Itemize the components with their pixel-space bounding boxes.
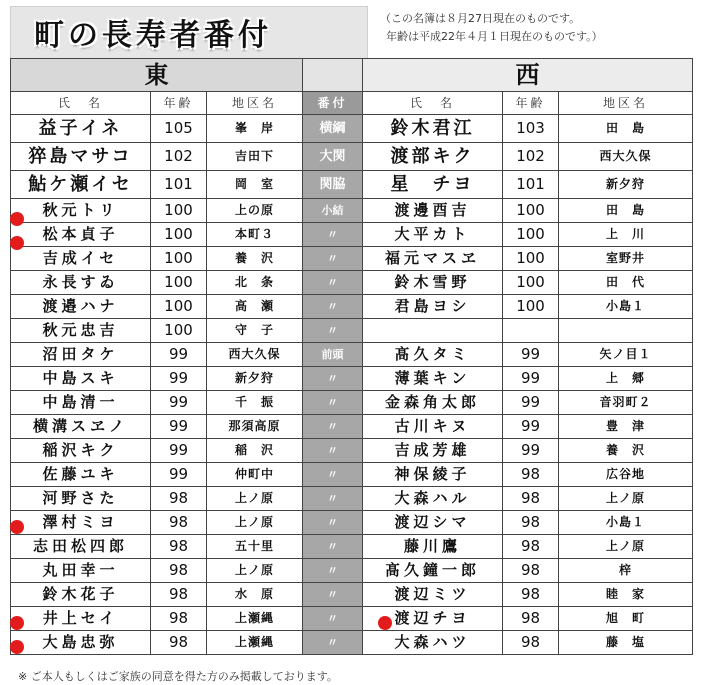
ranking-row: [11, 511, 693, 535]
west-name: 大森ハツ: [363, 631, 503, 655]
note-line-1: （この名簿は８月27日現在のものです。: [380, 12, 581, 25]
rank-title: 〃: [303, 439, 363, 463]
east-name: 秋元忠吉: [11, 319, 151, 343]
west-area: 小島１: [559, 295, 693, 319]
west-age: 98: [503, 559, 559, 583]
east-age: 100: [151, 295, 207, 319]
rank-title: 前頭: [303, 343, 363, 367]
east-name: 鈴木花子: [11, 583, 151, 607]
ranking-row: [11, 463, 693, 487]
column-header-row: [11, 92, 693, 115]
west-name: 薄葉キン: [363, 367, 503, 391]
west-name: 星 チヨ: [363, 171, 503, 199]
note-line-2: 年齢は平成22年４月１日現在のものです。）: [386, 30, 603, 43]
west-age: 99: [503, 391, 559, 415]
west-name: 渡辺ミツ: [363, 583, 503, 607]
longevity-ranking-table: [10, 58, 693, 655]
west-area: 梓: [559, 559, 693, 583]
rank-title: 〃: [303, 415, 363, 439]
rank-title: 〃: [303, 463, 363, 487]
east-area: 北 条: [207, 271, 303, 295]
west-age: 100: [503, 295, 559, 319]
west-area: 上 川: [559, 223, 693, 247]
east-name: 佐藤ユキ: [11, 463, 151, 487]
ranking-row: [11, 223, 693, 247]
east-area: 上ノ原: [207, 487, 303, 511]
west-name: 渡邊酉吉: [363, 199, 503, 223]
west-age-header: 年齢: [503, 92, 559, 115]
west-age: 102: [503, 143, 559, 171]
footnote: ※ ご本人もしくはご家族の同意を得た方のみ掲載しております。: [18, 670, 338, 683]
east-area: 新夕狩: [207, 367, 303, 391]
east-area: 上ノ原: [207, 511, 303, 535]
east-area: 本町３: [207, 223, 303, 247]
ranking-row: [11, 535, 693, 559]
west-area: 矢ノ目１: [559, 343, 693, 367]
ranking-row: [11, 487, 693, 511]
east-name: 秋元トリ: [11, 199, 151, 223]
rank-title: 〃: [303, 247, 363, 271]
ranking-row: [11, 583, 693, 607]
east-area: 上ノ原: [207, 559, 303, 583]
east-age: 98: [151, 487, 207, 511]
east-name-header: 氏 名: [11, 92, 151, 115]
east-age: 105: [151, 115, 207, 143]
west-area: [559, 319, 693, 343]
west-area: 旭 町: [559, 607, 693, 631]
rank-title: 〃: [303, 295, 363, 319]
west-name: 吉成芳雄: [363, 439, 503, 463]
east-name: 河野さた: [11, 487, 151, 511]
rank-title: 〃: [303, 535, 363, 559]
rank-title: 〃: [303, 607, 363, 631]
east-name: 松本貞子: [11, 223, 151, 247]
west-name: 鈴木君江: [363, 115, 503, 143]
east-header: 東: [11, 59, 303, 92]
rank-title: 〃: [303, 487, 363, 511]
west-area: 新夕狩: [559, 171, 693, 199]
east-name: 吉成イセ: [11, 247, 151, 271]
east-area: 上瀬縄: [207, 631, 303, 655]
east-area: 守 子: [207, 319, 303, 343]
east-area: 岡 室: [207, 171, 303, 199]
ranking-row: [11, 607, 693, 631]
east-age: 99: [151, 367, 207, 391]
west-age: 98: [503, 463, 559, 487]
west-age: 99: [503, 439, 559, 463]
east-area: 峯 岸: [207, 115, 303, 143]
west-age: 98: [503, 631, 559, 655]
east-age: 99: [151, 439, 207, 463]
east-age: 98: [151, 583, 207, 607]
west-area: 西大久保: [559, 143, 693, 171]
west-age: 101: [503, 171, 559, 199]
rank-title: 〃: [303, 583, 363, 607]
west-age: 99: [503, 367, 559, 391]
east-name: 丸田幸一: [11, 559, 151, 583]
west-age: 100: [503, 223, 559, 247]
east-age: 98: [151, 631, 207, 655]
marker-dot: [10, 616, 24, 630]
west-name-header: 氏 名: [363, 92, 503, 115]
west-age: 99: [503, 415, 559, 439]
west-name: 古川キヌ: [363, 415, 503, 439]
east-age: 102: [151, 143, 207, 171]
east-name: 大島忠弥: [11, 631, 151, 655]
east-area: 稲 沢: [207, 439, 303, 463]
west-name: 大森ハル: [363, 487, 503, 511]
east-name: 猝島マサコ: [11, 143, 151, 171]
marker-dot: [10, 212, 24, 226]
ranking-row: [11, 143, 693, 171]
west-area: 上ノ原: [559, 535, 693, 559]
ranking-row: [11, 439, 693, 463]
east-name: 澤村ミヨ: [11, 511, 151, 535]
east-name: 中島清一: [11, 391, 151, 415]
west-area: 田 代: [559, 271, 693, 295]
west-area: 小島１: [559, 511, 693, 535]
ranking-row: [11, 199, 693, 223]
rank-title: 〃: [303, 511, 363, 535]
west-age: 98: [503, 535, 559, 559]
ranking-row: [11, 343, 693, 367]
west-name: 君島ヨシ: [363, 295, 503, 319]
marker-dot: [10, 236, 24, 250]
west-area: 睦 家: [559, 583, 693, 607]
ranking-row: [11, 295, 693, 319]
east-age: 99: [151, 343, 207, 367]
east-area: 養 沢: [207, 247, 303, 271]
rank-title: 関脇: [303, 171, 363, 199]
west-area: 上 郷: [559, 367, 693, 391]
marker-dot: [378, 616, 392, 630]
ranking-row: [11, 171, 693, 199]
east-area: 千 振: [207, 391, 303, 415]
east-age: 99: [151, 391, 207, 415]
page-title: 町の長寿者番付: [34, 18, 272, 53]
east-area: 五十里: [207, 535, 303, 559]
east-name: 志田松四郎: [11, 535, 151, 559]
rank-title: 〃: [303, 391, 363, 415]
east-name: 横溝スヱノ: [11, 415, 151, 439]
east-age: 100: [151, 199, 207, 223]
rank-title: 大関: [303, 143, 363, 171]
west-age: [503, 319, 559, 343]
east-name: 中島スキ: [11, 367, 151, 391]
ranking-row: [11, 247, 693, 271]
west-age: 103: [503, 115, 559, 143]
west-name: [363, 319, 503, 343]
west-area: 藤 塩: [559, 631, 693, 655]
east-area: 那須高原: [207, 415, 303, 439]
west-area: 養 沢: [559, 439, 693, 463]
east-name: 永長すゐ: [11, 271, 151, 295]
ranking-row: [11, 271, 693, 295]
east-age: 98: [151, 559, 207, 583]
ranking-row: [11, 319, 693, 343]
west-age: 98: [503, 511, 559, 535]
west-area: 広谷地: [559, 463, 693, 487]
west-age: 100: [503, 199, 559, 223]
west-age: 98: [503, 487, 559, 511]
ranking-row: [11, 115, 693, 143]
east-area: 吉田下: [207, 143, 303, 171]
west-name: 大平カト: [363, 223, 503, 247]
west-name: 渡部キク: [363, 143, 503, 171]
west-age: 99: [503, 343, 559, 367]
rank-title: 〃: [303, 367, 363, 391]
rank-title: 〃: [303, 223, 363, 247]
east-area: 上瀬縄: [207, 607, 303, 631]
west-name: 金森角太郎: [363, 391, 503, 415]
marker-dot: [10, 640, 24, 654]
east-name: 井上セイ: [11, 607, 151, 631]
east-area: 水 原: [207, 583, 303, 607]
west-name: 髙久鐘一郎: [363, 559, 503, 583]
rank-header: 番付: [303, 92, 363, 115]
west-header: 西: [363, 59, 693, 92]
rank-title: 横綱: [303, 115, 363, 143]
west-name: 髙久タミ: [363, 343, 503, 367]
west-area: 室野井: [559, 247, 693, 271]
west-name: 福元マスヱ: [363, 247, 503, 271]
east-age: 98: [151, 607, 207, 631]
east-age: 98: [151, 535, 207, 559]
east-age: 99: [151, 463, 207, 487]
east-name: 益子イネ: [11, 115, 151, 143]
west-age: 100: [503, 271, 559, 295]
east-name: 渡邉ハナ: [11, 295, 151, 319]
west-area: 上ノ原: [559, 487, 693, 511]
east-age-header: 年齢: [151, 92, 207, 115]
east-name: 稲沢キク: [11, 439, 151, 463]
ranking-row: [11, 631, 693, 655]
west-area: 田 島: [559, 199, 693, 223]
west-name: 鈴木雪野: [363, 271, 503, 295]
west-area-header: 地区名: [559, 92, 693, 115]
rank-title: 〃: [303, 631, 363, 655]
ranking-row: [11, 367, 693, 391]
east-area: 上の原: [207, 199, 303, 223]
east-age: 101: [151, 171, 207, 199]
west-name: 神保綾子: [363, 463, 503, 487]
west-name: 渡辺シマ: [363, 511, 503, 535]
east-area: 仲町中: [207, 463, 303, 487]
west-name: 渡辺チヨ: [363, 607, 503, 631]
east-area: 高 瀬: [207, 295, 303, 319]
ranking-row: [11, 415, 693, 439]
west-age: 100: [503, 247, 559, 271]
west-name: 藤川鷹: [363, 535, 503, 559]
west-area: 豊 津: [559, 415, 693, 439]
west-area: 音羽町２: [559, 391, 693, 415]
west-age: 98: [503, 583, 559, 607]
rank-title: 〃: [303, 559, 363, 583]
east-area-header: 地区名: [207, 92, 303, 115]
rank-title: 小結: [303, 199, 363, 223]
west-age: 98: [503, 607, 559, 631]
east-age: 98: [151, 511, 207, 535]
east-name: 沼田タケ: [11, 343, 151, 367]
east-age: 99: [151, 415, 207, 439]
east-age: 100: [151, 319, 207, 343]
west-area: 田 島: [559, 115, 693, 143]
east-area: 西大久保: [207, 343, 303, 367]
marker-dot: [10, 520, 24, 534]
rank-title: 〃: [303, 271, 363, 295]
east-age: 100: [151, 247, 207, 271]
east-age: 100: [151, 271, 207, 295]
ranking-row: [11, 391, 693, 415]
east-name: 鮎ケ瀬イセ: [11, 171, 151, 199]
rank-title: 〃: [303, 319, 363, 343]
east-age: 100: [151, 223, 207, 247]
ranking-row: [11, 559, 693, 583]
side-header-row: [11, 59, 693, 92]
